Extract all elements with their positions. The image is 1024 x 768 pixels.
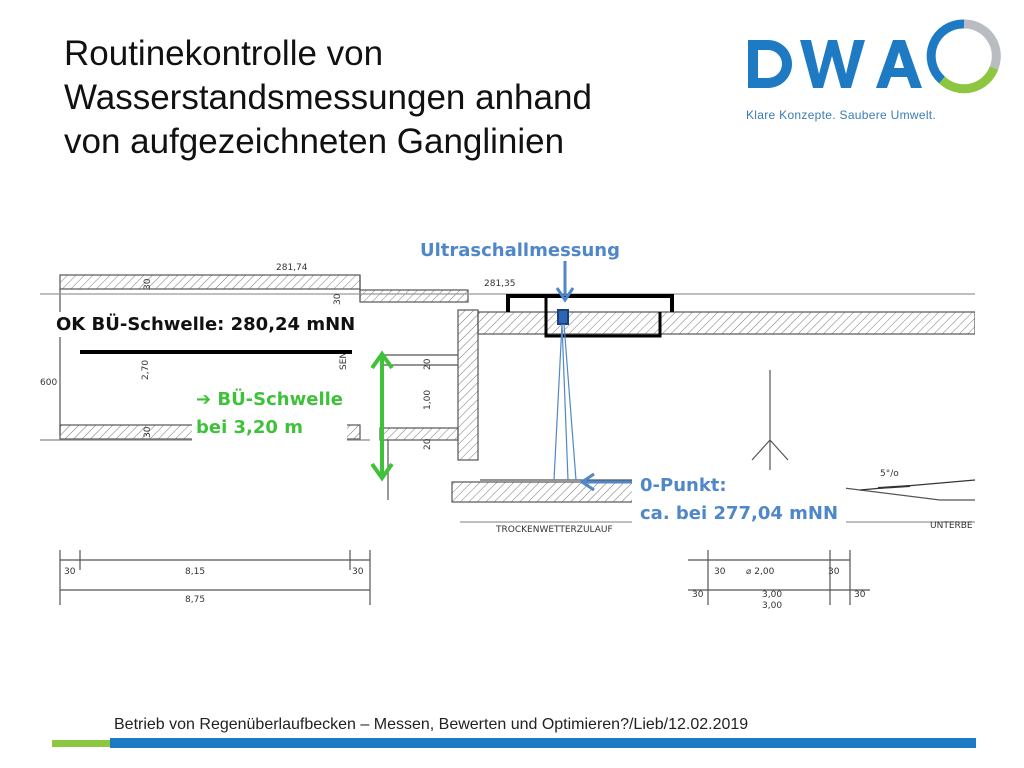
dimension-label: 8,75 (185, 595, 206, 605)
left-roof-slab (60, 275, 360, 289)
zero-point-label-line2: ca. bei 277,04 mNN (640, 503, 839, 524)
ultrasonic-sensor-icon (558, 310, 568, 324)
dimension-label: 20 (423, 358, 433, 370)
dimension-label: 30 (64, 567, 76, 577)
dimension-label: 30 (143, 278, 153, 290)
dwa-tagline: Klare Konzepte. Saubere Umwelt. (746, 108, 937, 122)
dimension-label: 20 (423, 438, 433, 450)
elevation-label: 281,35 (484, 279, 516, 289)
title-line-1: Routinekontrolle von (64, 34, 384, 73)
slope-label: 5°/o (880, 469, 899, 479)
weir-wall (458, 310, 478, 460)
dimension-label: 30 (714, 567, 726, 577)
dimension-label: 3,00 (762, 601, 783, 611)
zero-point-label-line1: 0-Punkt: (640, 475, 727, 496)
weir-height-label-line1: ➔ BÜ-Schwelle (196, 389, 343, 410)
title-line-2: Wasserstandsmessungen anhand (64, 78, 592, 117)
weir-crest-label: OK BÜ-Schwelle: 280,24 mNN (50, 312, 361, 337)
sensor-shaft-outline (508, 296, 672, 312)
outflow-label: UNTERBE (930, 521, 973, 531)
dimension-label: 30 (828, 567, 840, 577)
weir-height-label-line2: bei 3,20 m (196, 417, 303, 438)
dwa-wordmark (748, 40, 922, 88)
ultrasonic-beam (554, 324, 576, 480)
dimension-label: 1,00 (423, 389, 433, 410)
title-line-3: von aufgezeichneten Ganglinien (64, 122, 565, 161)
dimension-label: 30 (692, 590, 704, 600)
right-roof-slab (478, 312, 975, 334)
slide-footer: Betrieb von Regenüberlaufbecken – Messen, Bewerten und Optimieren?/Lieb/12.02.2019 (114, 716, 749, 733)
slide-title (64, 32, 704, 164)
footer-bar-blue (110, 738, 976, 748)
dimension-label: ⌀ 2,00 (746, 567, 775, 577)
dimension-label: 2,70 (141, 359, 151, 380)
dimension-label: 8,15 (185, 567, 206, 577)
dimension-label: 30 (352, 567, 364, 577)
dimension-label: SEN (339, 351, 349, 370)
dimension-label: 30 (333, 293, 343, 305)
dwa-ring-icon (931, 24, 996, 89)
dimension-label: 3,00 (762, 590, 783, 600)
elevation-label: 281,74 (276, 263, 308, 273)
zero-point-label (632, 470, 846, 530)
dimension-label: 30 (854, 590, 866, 600)
dimension-label: 600 (40, 378, 58, 388)
ultrasonic-label: Ultraschallmessung (420, 240, 621, 261)
footer-bar-green (52, 740, 110, 747)
inflow-label: TROCKENWETTERZULAUF (496, 525, 613, 535)
weir-height-label (192, 384, 347, 444)
dimension-label: 30 (143, 426, 153, 438)
